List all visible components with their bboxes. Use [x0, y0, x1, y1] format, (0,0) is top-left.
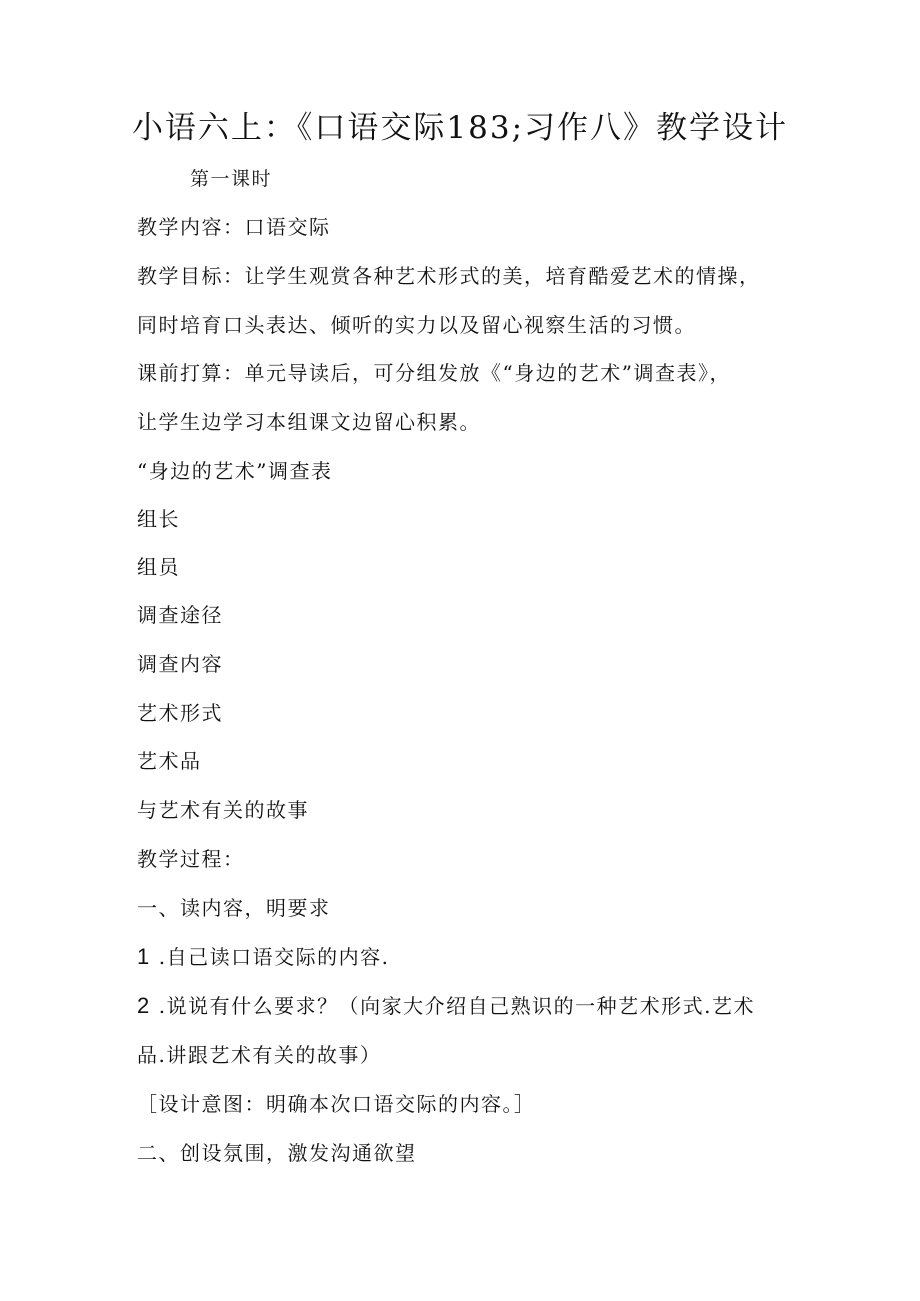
survey-row-artwork: 艺术品 — [137, 749, 202, 773]
survey-table-title: “身边的艺术”调查表 — [137, 459, 333, 483]
survey-row-content: 调查内容 — [137, 652, 223, 676]
list-item-2-continuation: 品.讲跟艺术有关的故事） — [137, 1043, 382, 1067]
preparation-line-2: 让学生边学习本组课文边留心积累。 — [137, 410, 481, 434]
teaching-goal-line-1: 教学目标：让学生观赏各种艺术形式的美，培育酷爱艺术的情操， — [137, 264, 761, 288]
list-item-2 — [137, 991, 755, 1021]
list-item-1-number: 1 — [137, 944, 151, 969]
section-one-heading: 一、读内容，明要求 — [137, 896, 331, 920]
lesson-period: 第一课时 — [190, 168, 273, 190]
document-title: 小语六上：《口语交际183;习作八》教学设计 — [131, 110, 789, 146]
section-two-heading: 二、创设氛围，激发沟通欲望 — [137, 1141, 417, 1165]
survey-row-method: 调查途径 — [137, 603, 223, 627]
list-item-1-text: .自己读口语交际的内容. — [158, 945, 390, 969]
list-item-1 — [137, 942, 389, 972]
survey-row-leader: 组长 — [137, 507, 180, 531]
survey-row-story: 与艺术有关的故事 — [137, 798, 309, 822]
survey-row-members: 组员 — [137, 555, 180, 579]
survey-row-art-form: 艺术形式 — [137, 701, 223, 725]
teaching-goal-line-2: 同时培育口头表达、倾听的实力以及留心视察生活的习惯。 — [137, 313, 696, 337]
design-intent-note: ［设计意图：明确本次口语交际的内容。］ — [137, 1092, 536, 1116]
teaching-content: 教学内容：口语交际 — [137, 215, 331, 239]
preparation-line-1: 课前打算：单元导读后，可分组发放《“身边的艺术”调查表》， — [137, 361, 731, 385]
list-item-2-text: .说说有什么要求？（向家大介绍自己熟识的一种艺术形式.艺术 — [158, 994, 755, 1018]
teaching-process-label: 教学过程： — [137, 847, 245, 871]
list-item-2-number: 2 — [137, 993, 151, 1018]
